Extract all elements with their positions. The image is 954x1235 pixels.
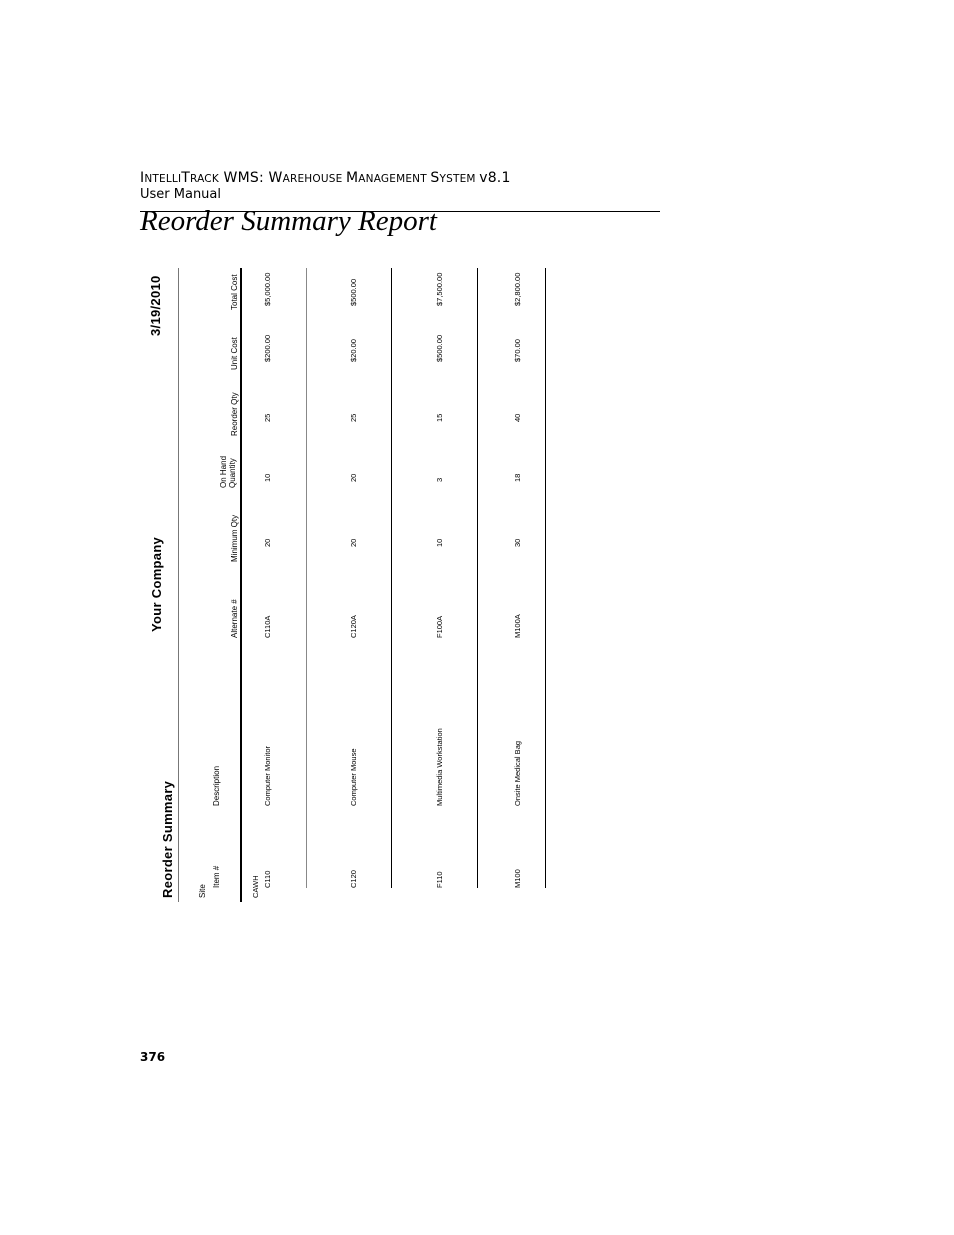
col-header-item: Item # [212, 865, 221, 888]
row-3-total-cost: $7,500.00 [435, 272, 444, 306]
row-3-item: F110 [435, 871, 444, 888]
row-1-total-cost: $5,000.00 [263, 272, 272, 306]
header-title-part-cap: WMS: [218, 170, 269, 186]
row-separator [477, 268, 478, 888]
row-1-on-hand: 10 [263, 473, 272, 482]
row-4-minimum-qty: 30 [513, 538, 522, 547]
row-3-alternate: F100A [435, 615, 444, 638]
running-header [140, 170, 511, 186]
row-4-reorder-qty: 40 [513, 413, 522, 422]
row-2-unit-cost: $20.00 [349, 339, 358, 362]
row-3-description: Multimedia Workstation [435, 728, 444, 806]
row-4-unit-cost: $70.00 [513, 339, 522, 362]
report-image [146, 268, 548, 902]
col-header-on-hand [219, 456, 237, 488]
row-4-on-hand: 18 [513, 473, 522, 482]
col-header-site: Site [198, 884, 207, 898]
reorder-summary-report [146, 268, 548, 902]
header-title-part-cap: T [181, 170, 191, 186]
row-2-total-cost: $500.00 [349, 278, 358, 306]
header-title-part-smallcaps: RACK [190, 173, 219, 185]
row-2-description: Computer Mouse [349, 748, 358, 806]
page-heading: Reorder Summary Report [140, 205, 437, 237]
header-bottom-rule [240, 268, 242, 902]
report-date: 3/19/2010 [148, 275, 163, 336]
col-header-unit-cost: Unit Cost [230, 337, 239, 370]
site-value: CAWH [251, 875, 260, 898]
page-number: 376 [140, 1050, 166, 1064]
col-header-minimum-qty: Minimum Qty [230, 514, 239, 562]
row-4-item: M100 [513, 869, 522, 888]
header-title-part-cap: v8.1 [479, 170, 511, 186]
row-separator [306, 268, 307, 888]
row-3-minimum-qty: 10 [435, 538, 444, 547]
row-2-item: C120 [349, 870, 358, 888]
report-top-rule [178, 268, 179, 902]
row-2-minimum-qty: 20 [349, 538, 358, 547]
report-end-rule [545, 268, 546, 888]
row-separator [391, 268, 392, 888]
row-3-on-hand: 3 [435, 477, 444, 482]
row-1-alternate: C110A [263, 615, 272, 638]
report-title: Reorder Summary [160, 780, 175, 898]
header-title-part-smallcaps: YSTEM [439, 173, 480, 185]
row-1-description: Computer Monitor [263, 745, 272, 806]
row-1-minimum-qty: 20 [263, 538, 272, 547]
row-4-alternate: M100A [513, 614, 522, 638]
row-2-reorder-qty: 25 [349, 413, 358, 422]
header-title-part-cap: M [346, 170, 359, 186]
col-header-on-hand-line2: Quantity [228, 458, 237, 488]
row-1-unit-cost: $200.00 [263, 334, 272, 362]
report-company: Your Company [149, 536, 164, 632]
row-1-reorder-qty: 25 [263, 413, 272, 422]
header-title-part-smallcaps: NTELLI [144, 173, 182, 185]
header-title-part-smallcaps: ANAGEMENT [358, 173, 431, 185]
row-2-on-hand: 20 [349, 473, 358, 482]
col-header-alternate: Alternate # [230, 599, 239, 638]
row-4-description: Onsite Medical Bag [513, 740, 522, 806]
col-header-reorder-qty: Reorder Qty [230, 392, 239, 436]
row-1-item: C110 [263, 870, 272, 888]
header-title-part-cap: I [140, 170, 145, 186]
header-title-part-cap: W [268, 170, 283, 186]
running-header-subtitle: User Manual [140, 187, 222, 202]
col-header-total-cost: Total Cost [230, 274, 239, 310]
col-header-description: Description [212, 765, 221, 806]
row-2-alternate: C120A [349, 615, 358, 638]
row-4-total-cost: $2,800.00 [513, 272, 522, 306]
col-header-on-hand-line1: On Hand [219, 455, 228, 488]
header-title-part-cap: S [430, 170, 440, 186]
row-3-unit-cost: $500.00 [435, 334, 444, 362]
row-3-reorder-qty: 15 [435, 413, 444, 422]
header-title-part-smallcaps: AREHOUSE [282, 173, 346, 185]
